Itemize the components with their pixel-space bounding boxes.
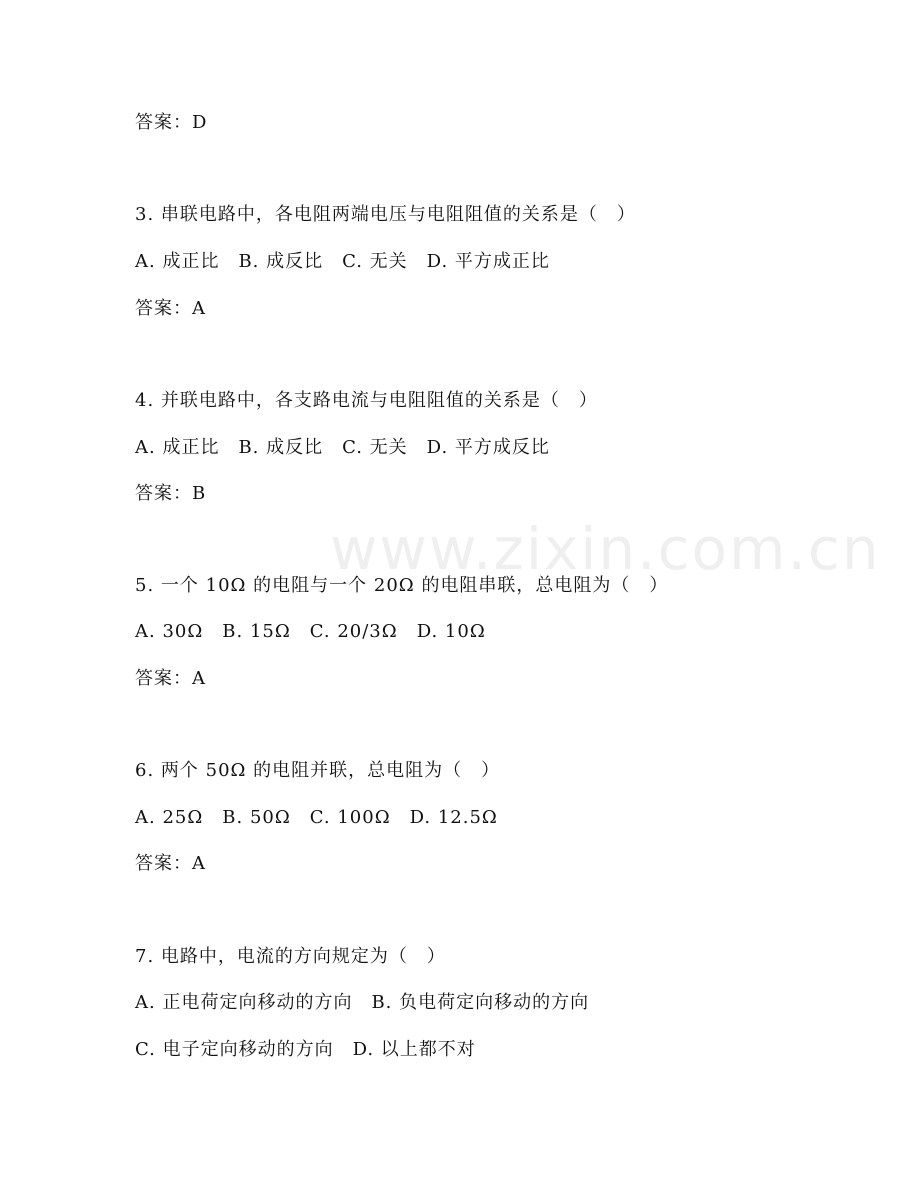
answer-q5: 答案：A: [135, 668, 206, 689]
question-6: 6. 两个 50Ω 的电阻并联，总电阻为（ ）: [135, 760, 501, 781]
question-4: 4. 并联电路中，各支路电流与电阻阻值的关系是（ ）: [135, 390, 598, 411]
answer-q6: 答案：A: [135, 853, 206, 874]
options-q4: A. 成正比 B. 成反比 C. 无关 D. 平方成反比: [135, 437, 550, 458]
answer-q2: 答案：D: [135, 112, 208, 133]
answer-q4: 答案：B: [135, 483, 207, 504]
question-5: 5. 一个 10Ω 的电阻与一个 20Ω 的电阻串联，总电阻为（ ）: [135, 575, 669, 596]
options-q6: A. 25Ω B. 50Ω C. 100Ω D. 12.5Ω: [135, 807, 498, 828]
question-3: 3. 串联电路中，各电阻两端电压与电阻阻值的关系是（ ）: [135, 204, 636, 225]
options-q7-line2: C. 电子定向移动的方向 D. 以上都不对: [135, 1039, 476, 1060]
options-q3: A. 成正比 B. 成反比 C. 无关 D. 平方成正比: [135, 251, 550, 272]
answer-q3: 答案：A: [135, 298, 206, 319]
question-7: 7. 电路中，电流的方向规定为（ ）: [135, 946, 446, 967]
options-q5: A. 30Ω B. 15Ω C. 20/3Ω D. 10Ω: [135, 621, 486, 642]
options-q7-line1: A. 正电荷定向移动的方向 B. 负电荷定向移动的方向: [135, 992, 590, 1013]
watermark: www.zixin.com.cn: [330, 515, 881, 583]
